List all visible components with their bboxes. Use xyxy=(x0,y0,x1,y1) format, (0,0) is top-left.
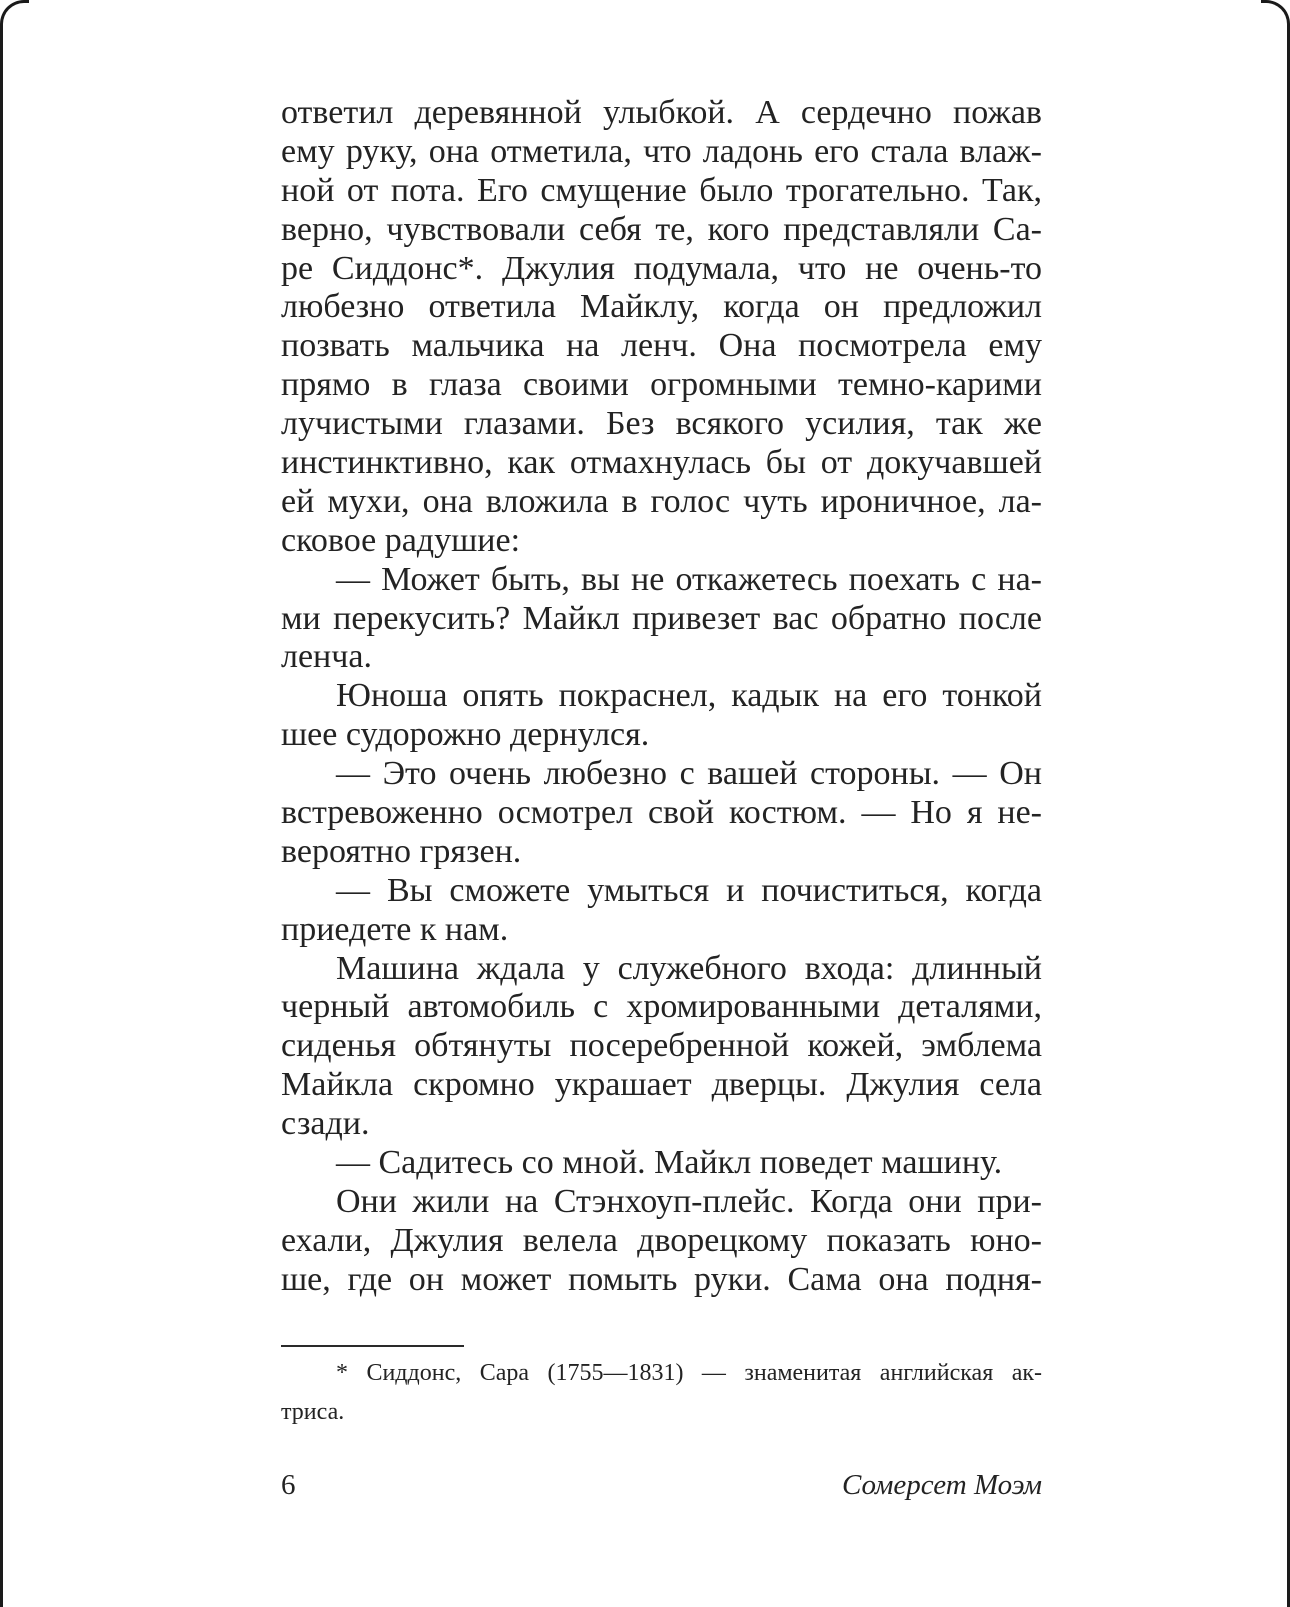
page-footer xyxy=(281,1469,1042,1502)
text-line: шее судорожно дернулся. xyxy=(281,716,650,754)
text-line: приедете к нам. xyxy=(281,910,509,948)
text-line: сиденья обтянуты посеребренной кожей, эмблема xyxy=(281,1027,1042,1065)
text-line: ленча. xyxy=(281,638,372,676)
text-line: встревоженно осмотрел свой костюм. — Но я не- xyxy=(281,794,1042,832)
text-line: ше, где он может помыть руки. Сама она подня- xyxy=(281,1260,1042,1298)
body-text xyxy=(281,94,1042,1300)
text-line: инстинктивно, как отмахнулась бы от докучавшей xyxy=(281,444,1042,482)
text-line: ре Сиддонс*. Джулия подумала, что не очень-то xyxy=(281,249,1042,287)
text-line: черный автомобиль с хромированными деталями, xyxy=(281,988,1042,1026)
text-line: ми перекусить? Майкл привезет вас обратно после xyxy=(281,599,1042,637)
text-line: ной от пота. Его смущение было трогательно. Так, xyxy=(281,171,1042,209)
text-line: — Это очень любезно с вашей стороны. — Он xyxy=(336,755,1042,793)
text-line: вероятно грязен. xyxy=(281,832,522,870)
text-line: ответил деревянной улыбкой. А сердечно пожав xyxy=(281,94,1042,131)
text-line: ей мухи, она вложила в голос чуть ироничное, ла- xyxy=(281,482,1042,520)
text-line: — Садитесь со мной. Майкл поведет машину. xyxy=(336,1144,1003,1182)
screen-edge-left xyxy=(0,90,3,1607)
footnote-separator xyxy=(281,1345,464,1347)
footnote-line-1: * Сиддонс, Сара (1755—1831) — знаменитая английская ак- xyxy=(336,1360,1042,1386)
text-line: Они жили на Стэнхоуп-плейс. Когда они при- xyxy=(336,1182,1042,1220)
footnote xyxy=(281,1356,1042,1434)
screen-corner-left xyxy=(0,0,29,93)
text-line: ему руку, она отметила, что ладонь его стала влаж- xyxy=(281,132,1042,170)
page-number: 6 xyxy=(281,1469,296,1501)
text-line: ехали, Джулия велела дворецкому показать юно- xyxy=(281,1221,1042,1259)
text-line: лучистыми глазами. Без всякого усилия, так же xyxy=(281,405,1042,443)
text-line: верно, чувствовали себя те, кого представляли Са- xyxy=(281,210,1042,248)
text-line: прямо в глаза своими огромными темно-карими xyxy=(281,366,1042,404)
text-line: — Может быть, вы не откажетесь поехать с на- xyxy=(336,560,1042,598)
text-line: позвать мальчика на ленч. Она посмотрела ему xyxy=(281,327,1042,365)
screen-corner-right xyxy=(1261,0,1290,93)
text-line: Юноша опять покраснел, кадык на его тонкой xyxy=(336,677,1042,715)
footnote-line-2: триса. xyxy=(281,1398,345,1425)
text-line: Майкла скромно украшает дверцы. Джулия села xyxy=(281,1066,1042,1104)
text-line: любезно ответила Майклу, когда он предложил xyxy=(281,288,1042,326)
text-line: сковое радушие: xyxy=(281,521,521,559)
text-line: Машина ждала у служебного входа: длинный xyxy=(336,949,1042,987)
book-page-body xyxy=(281,94,1042,1300)
running-footer-author: Сомерсет Моэм xyxy=(841,1469,1042,1501)
text-line: — Вы сможете умыться и почиститься, когда xyxy=(336,871,1042,909)
text-line: сзади. xyxy=(281,1105,370,1143)
